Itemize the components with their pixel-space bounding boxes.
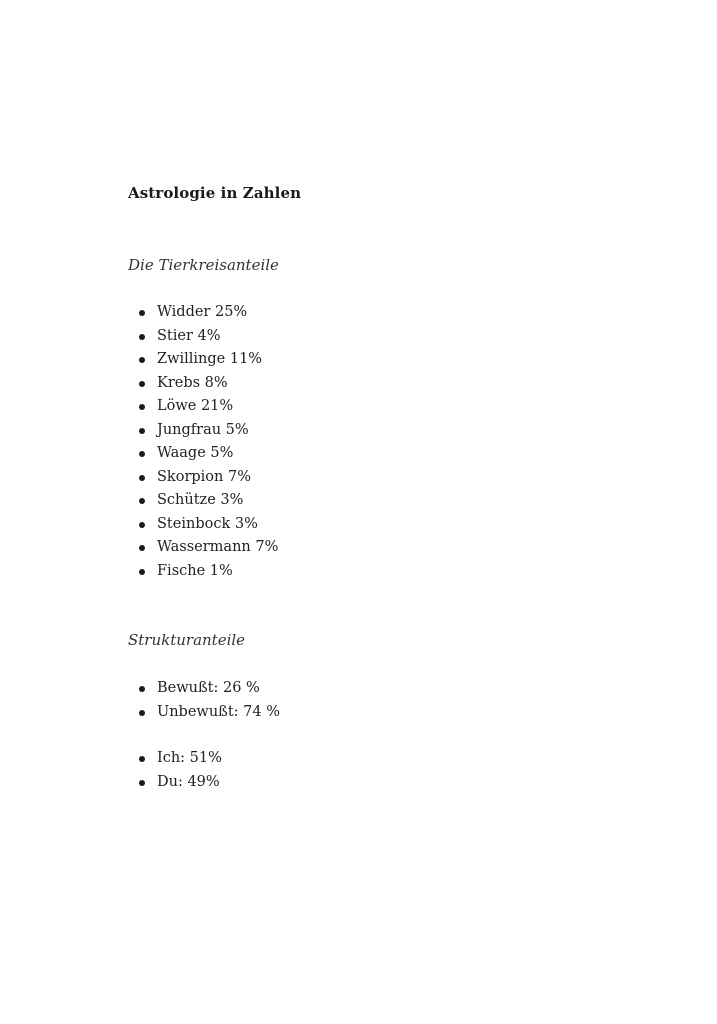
list-item: Waage 5% bbox=[128, 442, 278, 466]
list-item: Ich: 51% bbox=[128, 747, 222, 771]
list-item: Löwe 21% bbox=[128, 395, 278, 419]
list-item: Bewußt: 26 % bbox=[128, 677, 280, 701]
structure-list-conscious bbox=[128, 677, 280, 724]
list-item: Stier 4% bbox=[128, 325, 278, 349]
zodiac-list bbox=[128, 301, 278, 583]
list-item: Widder 25% bbox=[128, 301, 278, 325]
list-item: Unbewußt: 74 % bbox=[128, 701, 280, 725]
list-item: Steinbock 3% bbox=[128, 513, 278, 537]
list-item: Zwillinge 11% bbox=[128, 348, 278, 372]
list-item: Wassermann 7% bbox=[128, 536, 278, 560]
section-heading-structure: Strukturanteile bbox=[128, 631, 246, 649]
list-item: Fische 1% bbox=[128, 560, 278, 584]
list-item: Jungfrau 5% bbox=[128, 419, 278, 443]
list-item: Du: 49% bbox=[128, 771, 222, 795]
list-item: Skorpion 7% bbox=[128, 466, 278, 490]
document-title: Astrologie in Zahlen bbox=[128, 184, 302, 202]
list-item: Krebs 8% bbox=[128, 372, 278, 396]
structure-list-self bbox=[128, 747, 222, 794]
section-heading-zodiac: Die Tierkreisanteile bbox=[128, 256, 279, 274]
list-item: Schütze 3% bbox=[128, 489, 278, 513]
